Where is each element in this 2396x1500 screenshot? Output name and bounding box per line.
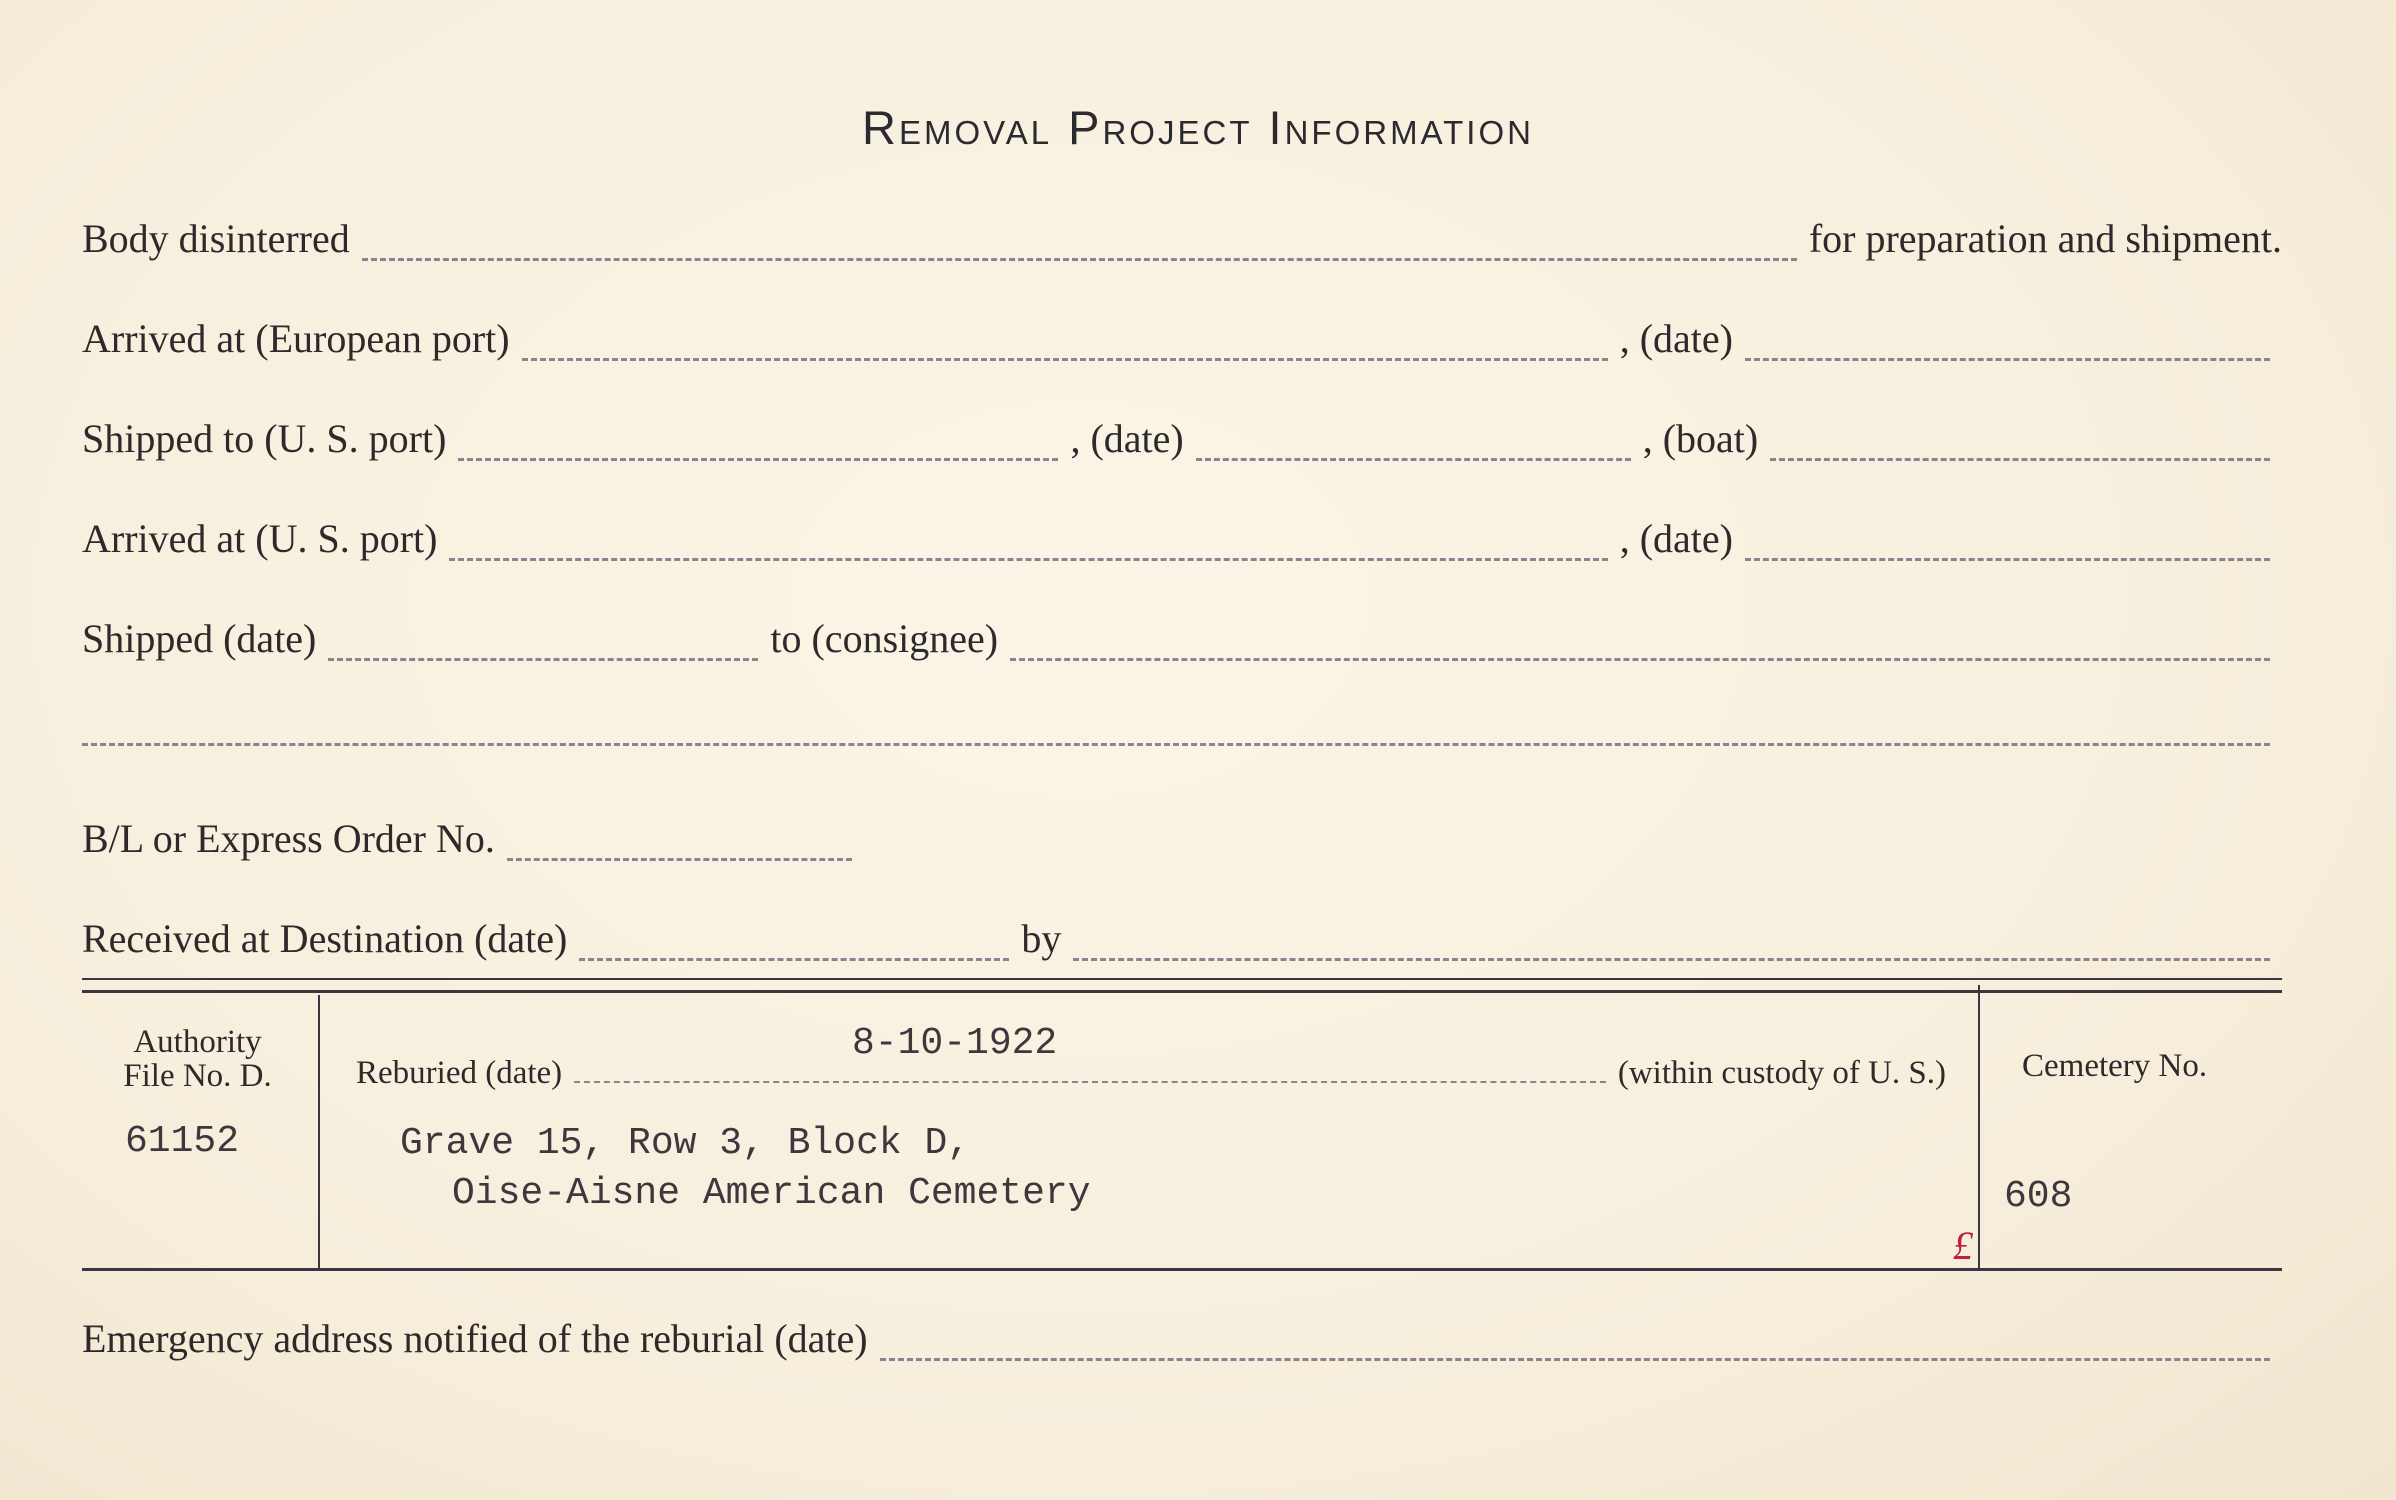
shipped-to-boat-field[interactable] [1770, 458, 2270, 461]
arrived-us-row [82, 515, 2282, 575]
disinterred-suffix: for preparation and shipment. [1808, 216, 2282, 261]
box-divider-right [1978, 985, 1980, 1268]
bl-field[interactable] [507, 858, 852, 861]
custody-label: (within custody of U. S.) [1617, 1055, 1946, 1091]
arrived-europe-port-field[interactable] [522, 358, 1608, 361]
emergency-row [82, 1315, 2282, 1375]
authority-file-number: 61152 [125, 1120, 240, 1163]
emergency-label: Emergency address notified of the reburial (date) [82, 1316, 868, 1361]
reburied-label: Reburied (date) [356, 1055, 563, 1091]
shipped-to-port-field[interactable] [458, 458, 1058, 461]
received-by-field[interactable] [1073, 958, 2270, 961]
authority-label-line-2: File No. D. [123, 1058, 272, 1094]
shipped-to-date-field[interactable] [1196, 458, 1631, 461]
shipped-to-label: Shipped to (U. S. port) [82, 416, 447, 461]
consignee-continuation-field[interactable] [82, 743, 2270, 746]
card-title: Removal Project Information [862, 101, 1534, 154]
shipped-date-row [82, 615, 2282, 675]
authority-label-line-1: Authority [133, 1024, 262, 1060]
received-row [82, 915, 2282, 975]
received-date-field[interactable] [579, 958, 1009, 961]
emergency-date-field[interactable] [880, 1358, 2270, 1361]
shipped-to-boat-label: , (boat) [1642, 416, 1759, 461]
location-line-2: Oise-Aisne American Cemetery [452, 1172, 1091, 1215]
bl-label: B/L or Express Order No. [82, 816, 495, 861]
disinterred-row [82, 215, 2282, 275]
shipped-date-label: Shipped (date) [82, 616, 317, 661]
arrived-us-date-label: , (date) [1619, 516, 1733, 561]
box-bottom-rule [82, 1268, 2282, 1271]
cemetery-label: Cemetery No. [2022, 1048, 2208, 1084]
arrived-us-date-field[interactable] [1745, 558, 2270, 561]
box-top-rule-1 [82, 978, 2282, 980]
consignee-field[interactable] [1010, 658, 2270, 661]
box-divider-left [318, 995, 320, 1268]
reburied-date-value: 8-10-1922 [852, 1022, 1058, 1065]
consignee-continuation-row [82, 700, 2282, 760]
disinterred-field[interactable] [362, 258, 1797, 261]
authority-label [95, 1025, 300, 1093]
consignee-label: to (consignee) [770, 616, 999, 661]
arrived-europe-date-field[interactable] [1745, 358, 2270, 361]
cemetery-number: 608 [2004, 1175, 2073, 1218]
location-line-1: Grave 15, Row 3, Block D, [400, 1122, 971, 1165]
red-pencil-mark: £ [1953, 1223, 1973, 1268]
shipped-to-row [82, 415, 2282, 475]
arrived-europe-label: Arrived at (European port) [82, 316, 510, 361]
arrived-europe-date-label: , (date) [1619, 316, 1733, 361]
arrived-us-port-field[interactable] [449, 558, 1607, 561]
reburied-row [356, 1055, 1946, 1092]
reburied-date-field[interactable] [574, 1081, 1606, 1083]
arrived-us-label: Arrived at (U. S. port) [82, 516, 438, 561]
arrived-europe-row [82, 315, 2282, 375]
shipped-to-date-label: , (date) [1070, 416, 1184, 461]
disinterred-label: Body disinterred [82, 216, 350, 261]
box-top-rule-2 [82, 990, 2282, 993]
bl-row [82, 815, 2282, 875]
received-by-label: by [1021, 916, 1062, 961]
received-label: Received at Destination (date) [82, 916, 568, 961]
shipped-date-field[interactable] [328, 658, 758, 661]
